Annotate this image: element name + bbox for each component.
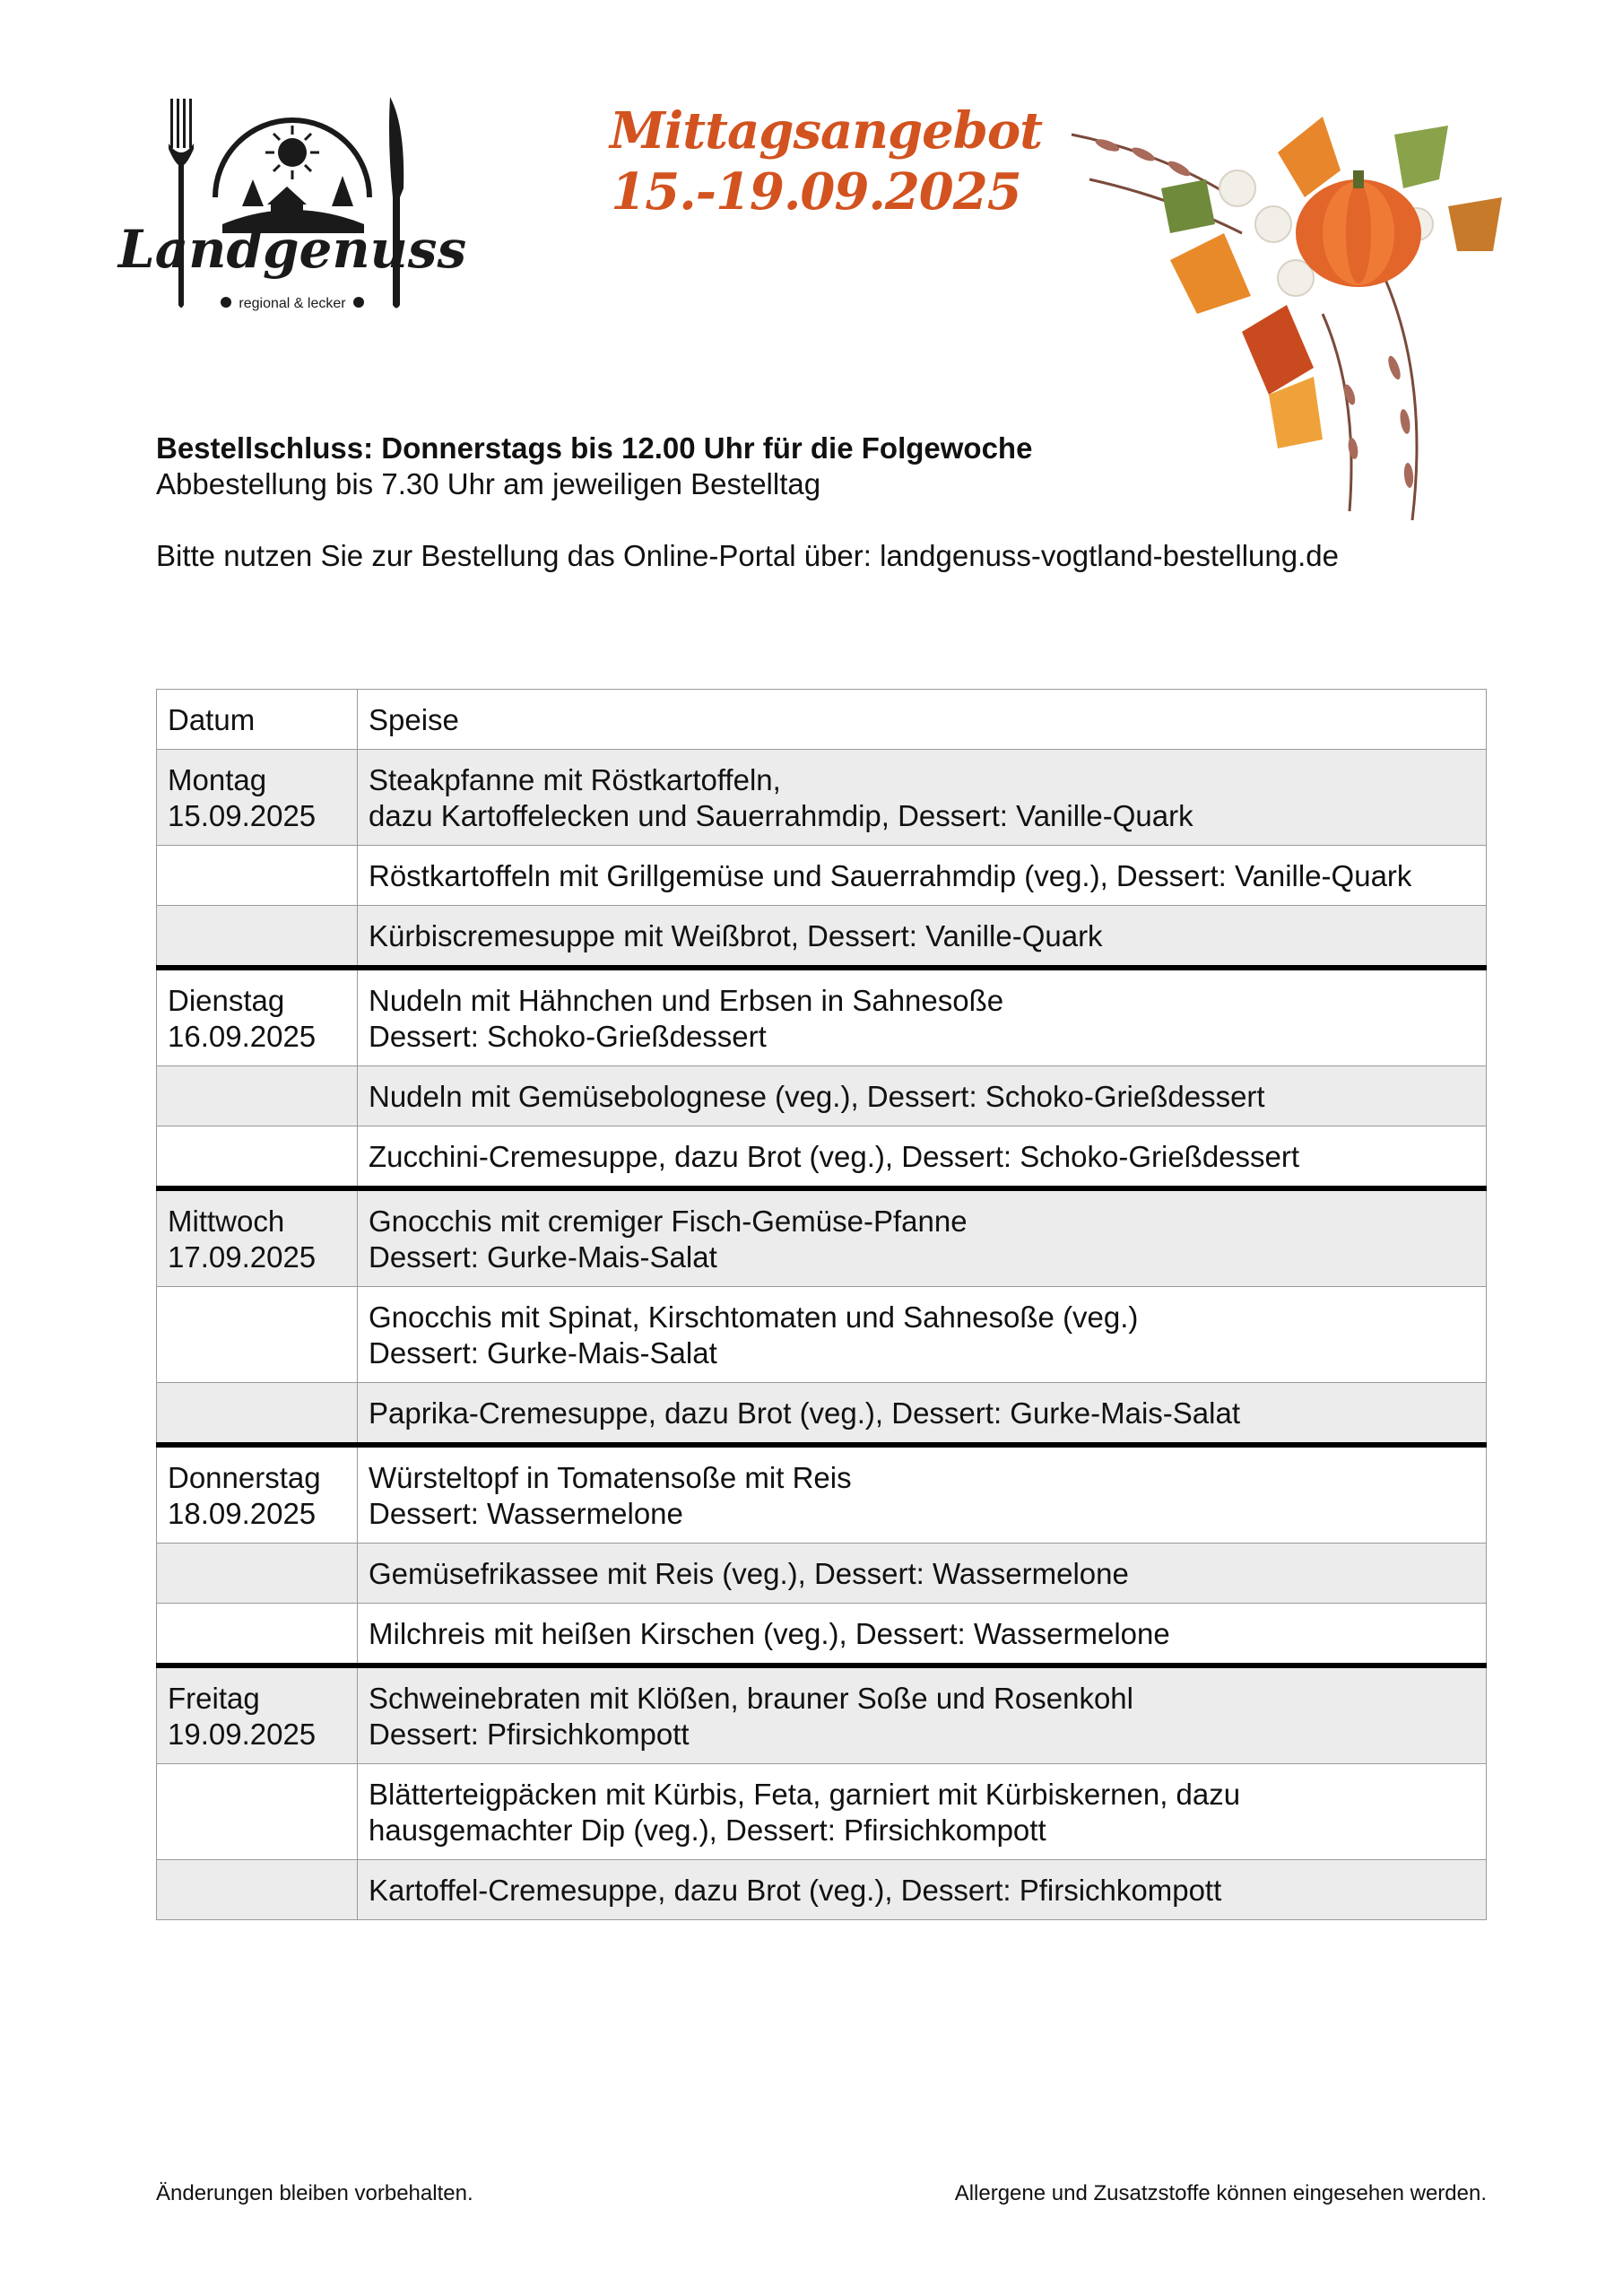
- table-row: [157, 750, 1487, 846]
- order-deadline: Bestellschluss: Donnerstags bis 12.00 Uhr für die Folgewoche: [156, 431, 1033, 465]
- table-row: [157, 1544, 1487, 1604]
- weekday: Mittwoch: [168, 1205, 285, 1238]
- dish-cell: [358, 1126, 1487, 1189]
- weekday: Montag: [168, 763, 267, 796]
- landgenuss-logo: [117, 90, 467, 323]
- date-cell: [157, 1604, 358, 1666]
- dish-cell: [358, 968, 1487, 1066]
- portal-note: Bitte nutzen Sie zur Bestellung das Online-Portal über: landgenuss-vogtland-bestellung.de: [156, 539, 1339, 572]
- dish-line: Dessert: Pfirsichkompott: [369, 1718, 690, 1751]
- menu-table: [156, 689, 1487, 1920]
- date: 19.09.2025: [168, 1718, 317, 1751]
- header-date: Datum: [157, 690, 358, 750]
- date-cell: [157, 1445, 358, 1544]
- date: 16.09.2025: [168, 1020, 317, 1053]
- date-cell: [157, 968, 358, 1066]
- date-cell: [157, 1188, 358, 1287]
- cancel-deadline: Abbestellung bis 7.30 Uhr am jeweiligen Bestelltag: [156, 467, 821, 500]
- dish-line: Dessert: Wassermelone: [369, 1497, 683, 1530]
- table-row: [157, 1287, 1487, 1383]
- dish-line: Zucchini-Cremesuppe, dazu Brot (veg.), Dessert: Schoko-Grießdessert: [369, 1140, 1300, 1173]
- dish-line: Dessert: Gurke-Mais-Salat: [369, 1336, 717, 1370]
- date-cell: [157, 1383, 358, 1446]
- page-title: [610, 100, 1043, 222]
- dish-cell: [358, 1445, 1487, 1544]
- dish-line: Milchreis mit heißen Kirschen (veg.), Dessert: Wassermelone: [369, 1617, 1170, 1650]
- dish-cell: [358, 1066, 1487, 1126]
- dish-cell: [358, 846, 1487, 906]
- date: 17.09.2025: [168, 1240, 317, 1274]
- table-row: [157, 968, 1487, 1066]
- dish-cell: [358, 1383, 1487, 1446]
- dish-line: Würsteltopf in Tomatensoße mit Reis: [369, 1461, 852, 1494]
- weekday: Donnerstag: [168, 1461, 321, 1494]
- date-cell: [157, 846, 358, 906]
- dish-line: Dessert: Gurke-Mais-Salat: [369, 1240, 717, 1274]
- table-row: [157, 1604, 1487, 1666]
- dish-line: Gemüsefrikassee mit Reis (veg.), Dessert: Wassermelone: [369, 1557, 1129, 1590]
- dish-cell: [358, 1665, 1487, 1764]
- date-cell: [157, 1126, 358, 1189]
- dish-cell: [358, 750, 1487, 846]
- dish-line: Gnocchis mit cremiger Fisch-Gemüse-Pfanne: [369, 1205, 968, 1238]
- brand-tagline: regional & lecker: [239, 296, 346, 311]
- weekday: Dienstag: [168, 984, 285, 1017]
- table-row: [157, 1764, 1487, 1860]
- dish-line: Schweinebraten mit Klößen, brauner Soße und Rosenkohl: [369, 1682, 1133, 1715]
- dish-cell: [358, 906, 1487, 969]
- dish-cell: [358, 1287, 1487, 1383]
- date: 18.09.2025: [168, 1497, 317, 1530]
- table-row: [157, 1066, 1487, 1126]
- footer-allergens: Allergene und Zusatzstoffe können eingesehen werden.: [954, 2181, 1487, 2205]
- header-dish: Speise: [358, 690, 1487, 750]
- dish-line: Steakpfanne mit Röstkartoffeln,: [369, 763, 781, 796]
- table-row: [157, 1383, 1487, 1446]
- dish-line: Kürbiscremesuppe mit Weißbrot, Dessert: Vanille-Quark: [369, 919, 1103, 952]
- dish-line: Nudeln mit Hähnchen und Erbsen in Sahnesoße: [369, 984, 1004, 1017]
- date-cell: [157, 1066, 358, 1126]
- brand-wordmark: Landgenuss: [117, 219, 467, 280]
- sun-icon: [265, 126, 319, 179]
- dish-cell: [358, 1764, 1487, 1860]
- dish-line: Röstkartoffeln mit Grillgemüse und Sauerrahmdip (veg.), Dessert: Vanille-Quark: [369, 859, 1412, 892]
- table-row: [157, 846, 1487, 906]
- date: 15.09.2025: [168, 799, 317, 832]
- dish-cell: [358, 1544, 1487, 1604]
- dish-line: Paprika-Cremesuppe, dazu Brot (veg.), Dessert: Gurke-Mais-Salat: [369, 1396, 1241, 1430]
- table-header-row: [157, 690, 1487, 750]
- table-row: [157, 1665, 1487, 1764]
- date-cell: [157, 750, 358, 846]
- date-cell: [157, 1860, 358, 1920]
- dish-line: hausgemachter Dip (veg.), Dessert: Pfirsichkompott: [369, 1813, 1046, 1847]
- date-cell: [157, 1764, 358, 1860]
- dish-line: Nudeln mit Gemüsebolognese (veg.), Dessert: Schoko-Grießdessert: [369, 1080, 1265, 1113]
- dish-line: dazu Kartoffelecken und Sauerrahmdip, Dessert: Vanille-Quark: [369, 799, 1193, 832]
- table-row: [157, 1445, 1487, 1544]
- order-info: [156, 430, 1339, 574]
- footer-disclaimer: Änderungen bleiben vorbehalten.: [156, 2181, 473, 2205]
- title-dates: 15.-19.09.2025: [611, 162, 1021, 222]
- table-row: [157, 1188, 1487, 1287]
- table-row: [157, 906, 1487, 969]
- dish-cell: [358, 1860, 1487, 1920]
- dish-line: Kartoffel-Cremesuppe, dazu Brot (veg.), Dessert: Pfirsichkompott: [369, 1874, 1222, 1907]
- title-text: Mittagsangebot: [610, 101, 1043, 161]
- date-cell: [157, 906, 358, 969]
- table-row: [157, 1860, 1487, 1920]
- table-row: [157, 1126, 1487, 1189]
- date-cell: [157, 1287, 358, 1383]
- weekday: Freitag: [168, 1682, 260, 1715]
- date-cell: [157, 1665, 358, 1764]
- dish-line: Blätterteigpäcken mit Kürbis, Feta, garniert mit Kürbiskernen, dazu: [369, 1778, 1241, 1811]
- date-cell: [157, 1544, 358, 1604]
- dish-cell: [358, 1188, 1487, 1287]
- dish-line: Gnocchis mit Spinat, Kirschtomaten und Sahnesoße (veg.): [369, 1300, 1139, 1334]
- dish-cell: [358, 1604, 1487, 1666]
- dish-line: Dessert: Schoko-Grießdessert: [369, 1020, 767, 1053]
